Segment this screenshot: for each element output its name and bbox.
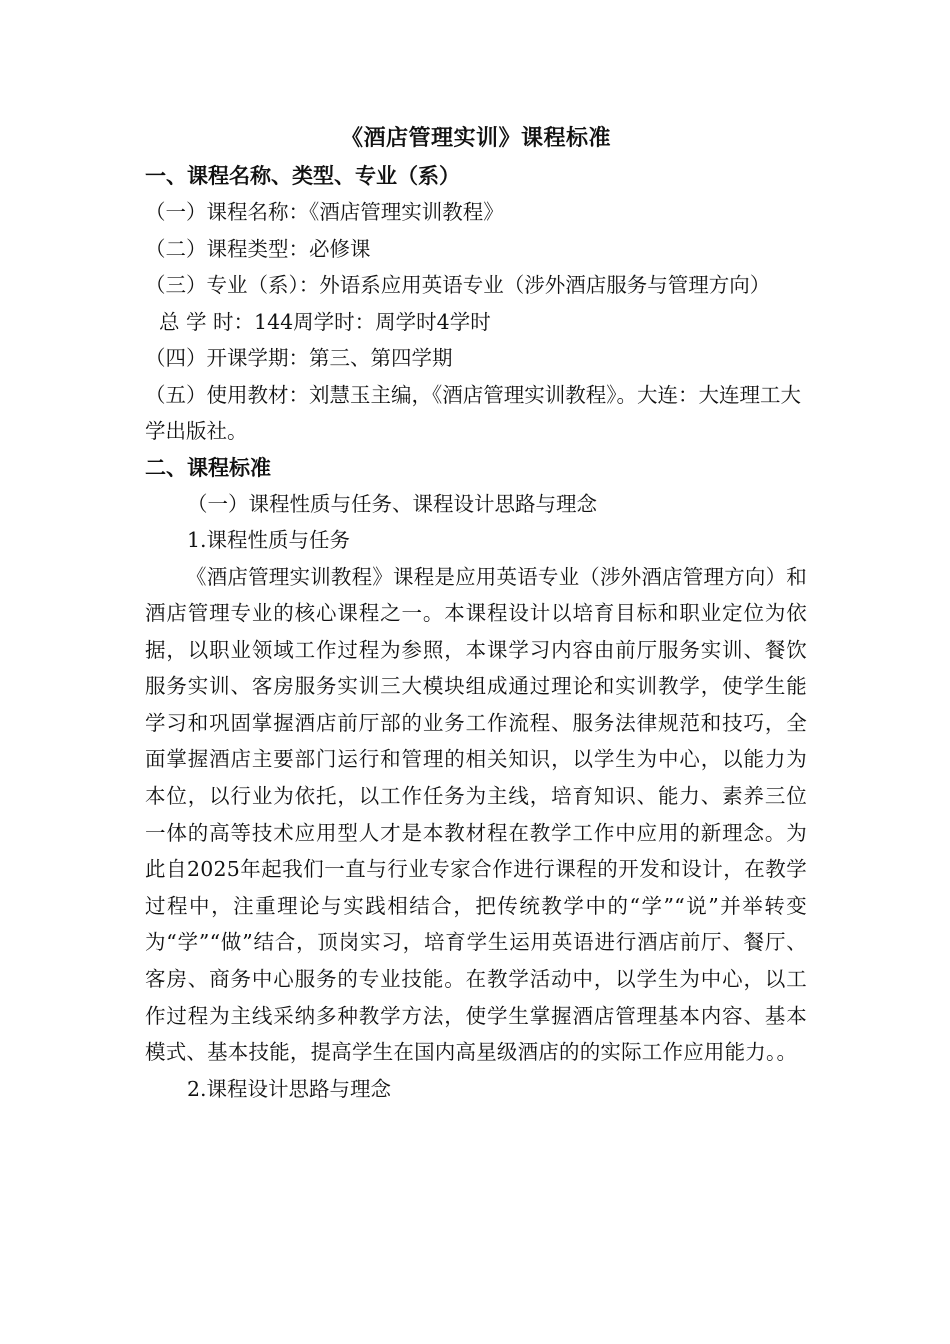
course-type-line: （二）课程类型：必修课 xyxy=(145,236,371,261)
course-name-line: （一）课程名称：《酒店管理实训教程》 xyxy=(145,200,504,224)
semester-line: （四）开课学期：第三、第四学期 xyxy=(145,346,453,370)
major-line: （三）专业（系）：外语系应用英语专业（涉外酒店服务与管理方向） xyxy=(145,273,771,297)
subsection-heading-1-1: 1.课程性质与任务 xyxy=(187,528,351,552)
total-hours-line: 总 学 时：144周学时：周学时4学时 xyxy=(159,309,491,334)
subsection-heading-1-2: 2.课程设计思路与理念 xyxy=(187,1076,392,1101)
document-title: 《酒店管理实训》课程标准 xyxy=(340,125,611,151)
document-page xyxy=(145,118,807,1107)
section-heading-2: 二、课程标准 xyxy=(145,454,271,480)
course-nature-paragraph: 《酒店管理实训教程》课程是应用英语专业（涉外酒店管理方向）和酒店管理专业的核心课程之一。本课程设计以培育目标和职业定位为依据，以职业领域工作过程为参照，本课学习内容由前厅服务实训、餐饮服务实训、客房服务实训三大模块组成通过理论和实训教学，使学生能学习和巩固掌握酒店前厅部的业务工作流程、服务法律规范和技巧，全面掌握酒店主要部门运行和管理的相关知识，以学生为中心，以能力为本位，以行业为依托，以工作任务为主线，培育知识、能力、素养三位一体的高等技术应用型人才是本教材程在教学工作中应用的新理念。为此自2025年起我们一直与行业专家合作进行课程的开发和设计，在教学过程中，注重理论与实践相结合，把传统教学中的“学”“说”并举转变为“学”“做”结合，顶岗实习，培育学生运用英语进行酒店前厅、餐厅、客房、商务中心服务的专业技能。在教学活动中，以学生为中心，以工作过程为主线采纳多种教学方法，使学生掌握酒店管理基本内容、基本模式、基本技能，提高学生在国内高星级酒店的的实际工作应用能力。。 xyxy=(145,564,807,1065)
subsection-heading-1: （一）课程性质与任务、课程设计思路与理念 xyxy=(187,491,597,516)
textbook-line: （五）使用教材：刘慧玉主编，《酒店管理实训教程》。大连：大连理工大学出版社。 xyxy=(145,382,801,443)
section-heading-1: 一、课程名称、类型、专业（系） xyxy=(145,163,460,188)
